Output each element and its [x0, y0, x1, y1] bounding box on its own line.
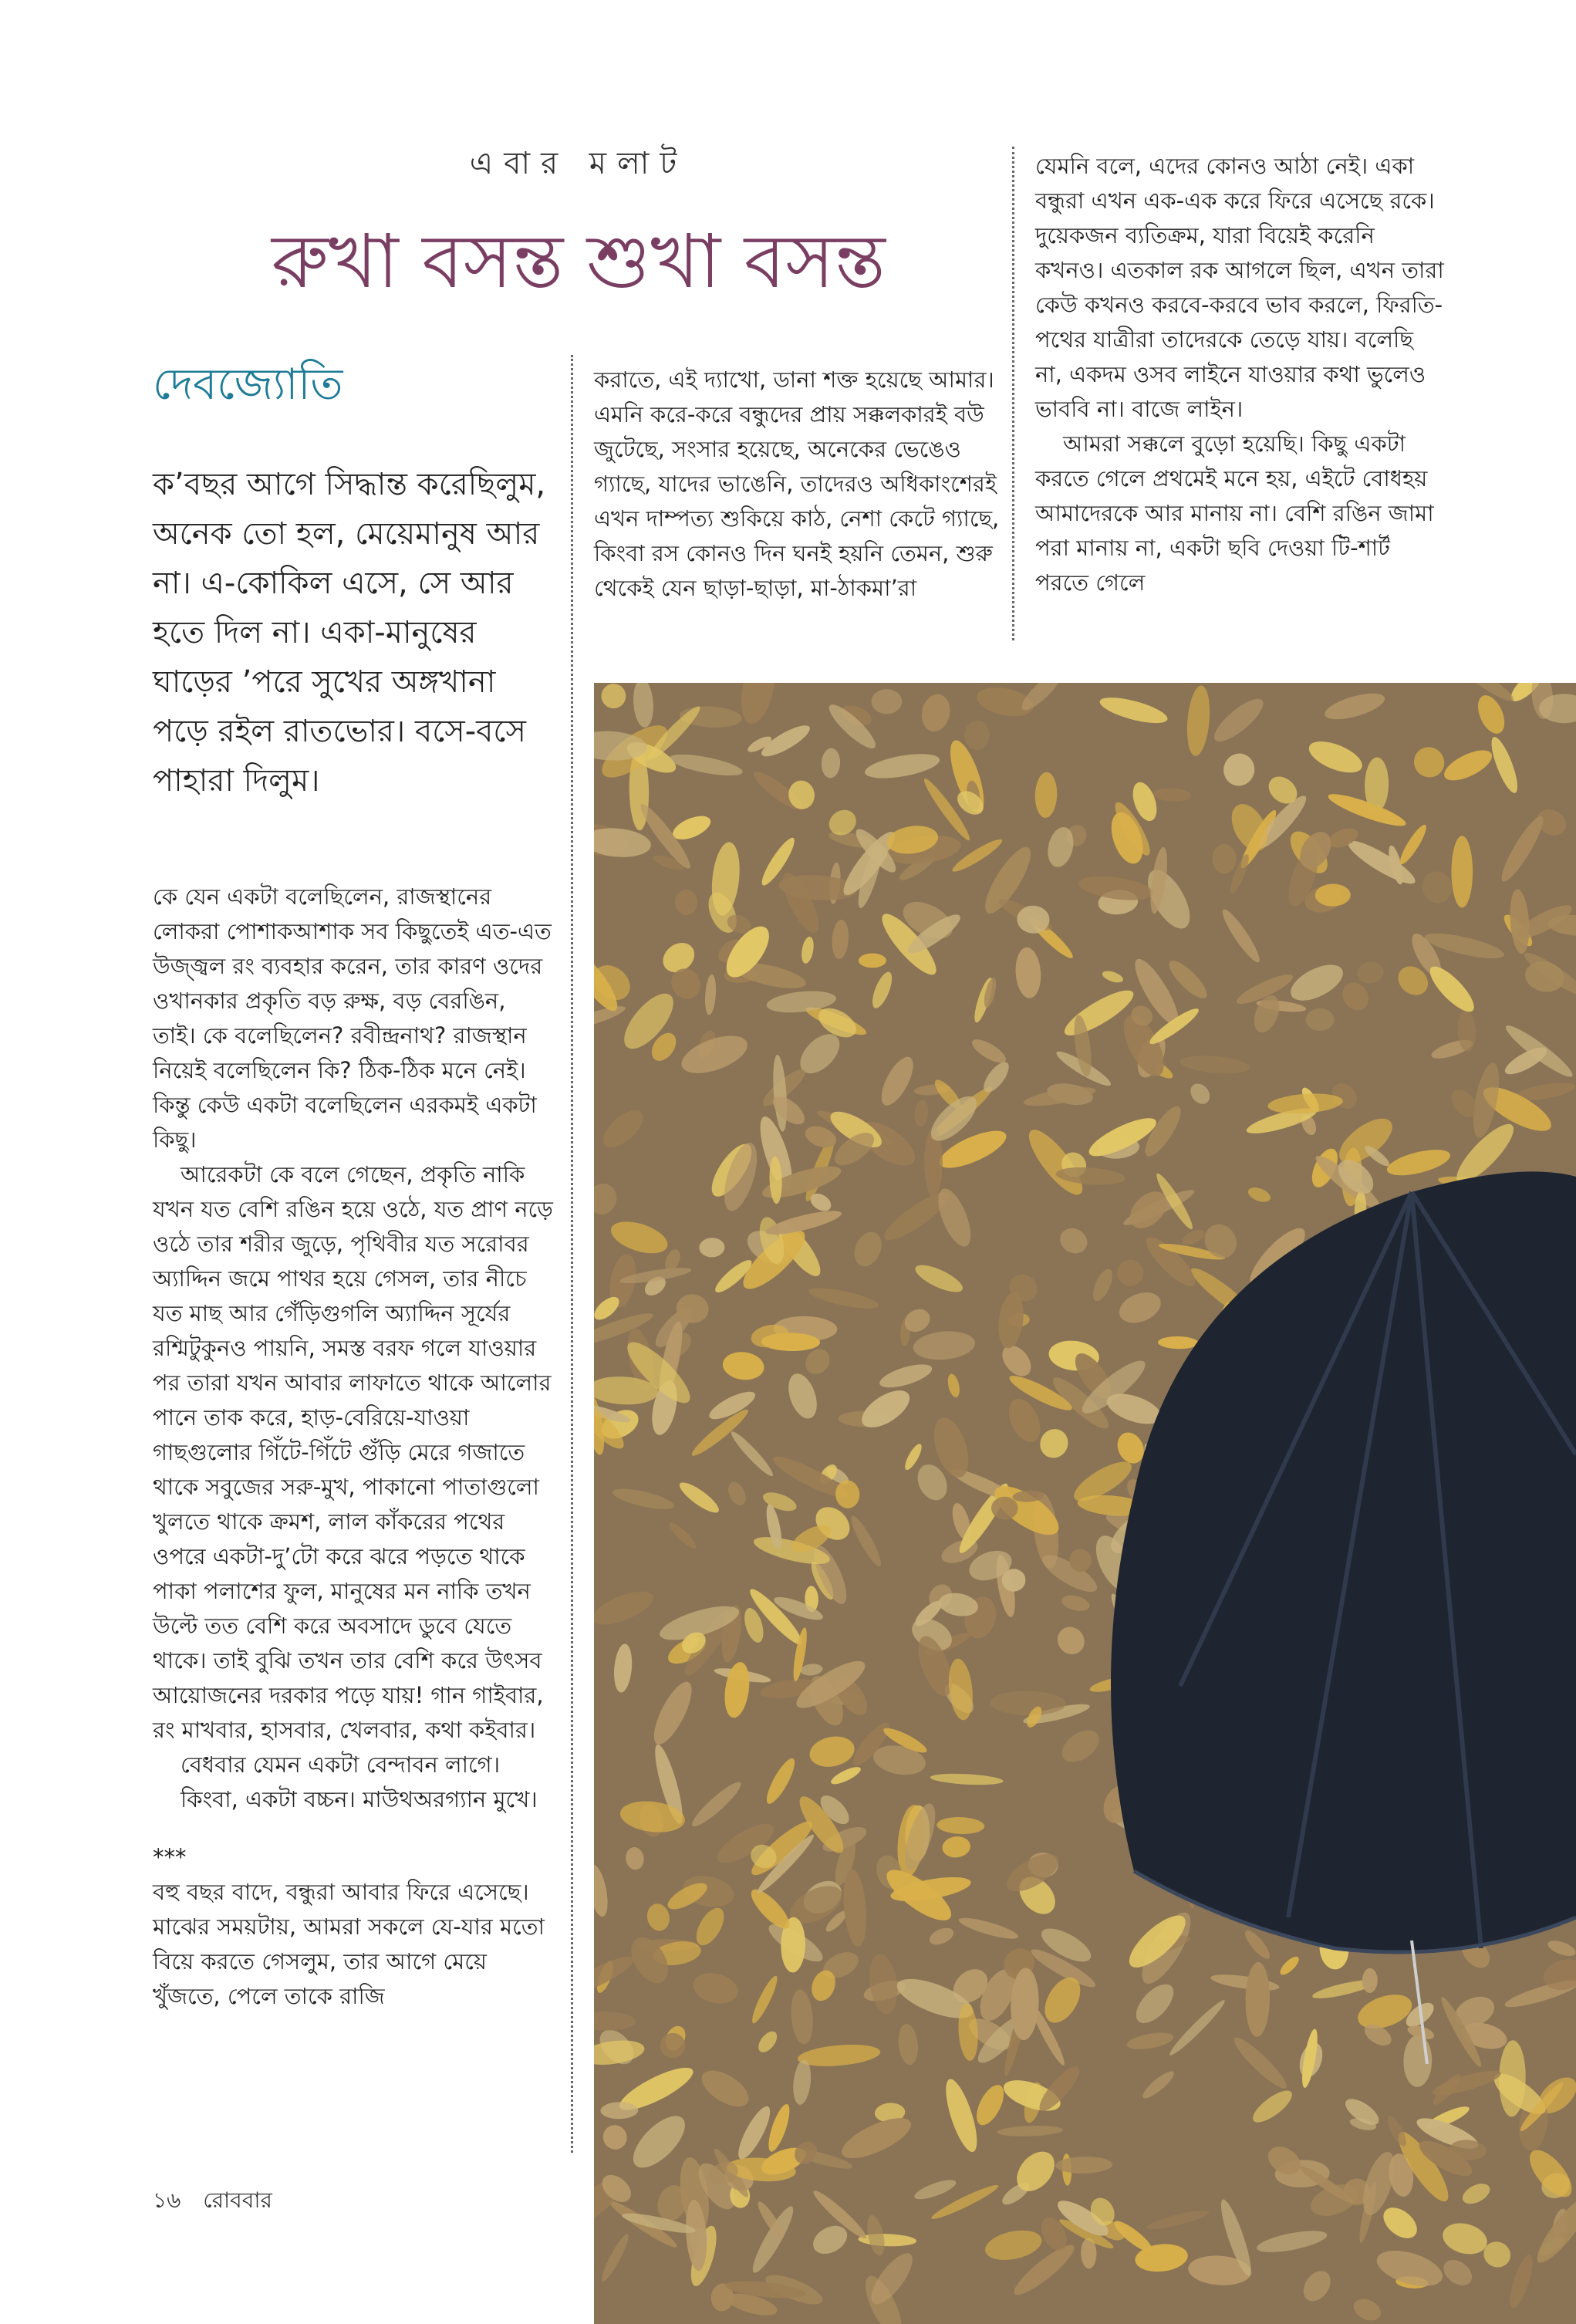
article-photo: [594, 683, 1576, 2324]
leaf: [859, 954, 886, 968]
paragraph: যেমনি বলে, এদের কোনও আঠা নেই। একা বন্ধুরা এখন এক-এক করে ফিরে এসেছে রকে। দুয়েকজন ব্যতিক্রম, যারা বিয়েই করেনি কখনও। এতকাল রক আগলে ছিল, এখন তারা কেউ কখনও করবে-করবে ভাব করলে, ফিরতি-পথের যাত্রীরা তাদেরকে তেড়ে যায়। বলেছি না, একদম ওসব লাইনে যাওয়ার কথা ভুলেও ভাববি না। বাজে লাইন।: [1035, 153, 1444, 422]
text-column-2: [594, 363, 1003, 606]
article-title: রুখা বসন্ত শুখা বসন্ত: [272, 218, 886, 305]
paragraph: করাতে, এই দ্যাখো, ডানা শক্ত হয়েছে আমার। এমনি করে-করে বন্ধুদের প্রায় সক্কলকারই বউ জুটেছে, সংসার হয়েছে, অনেকের ভেঙেও গ্যাছে, যাদের ভাঙেনি, তাদেরও অধিকাংশেরই এখন দাম্পত্য শুকিয়ে কাঠ, নেশা কেটে গ্যাছে, কিংবা রস কোনও দিন ঘনই হয়নি তেমন, শুরু থেকেই যেন ছাড়া-ছাড়া, মা-ঠাকমা’রা: [594, 367, 1000, 601]
column-divider: [1012, 147, 1014, 640]
paragraph: আরেকটা কে বলে গেছেন, প্রকৃতি নাকি যখন যত বেশি রঙিন হয়ে ওঠে, যত প্রাণ নড়ে ওঠে তার শরীর জুড়ে, পৃথিবীর যত সরোবর অ্যাদ্দিন জমে পাথর হয়ে গেসল, তার নীচে যত মাছ আর গেঁড়িগুগলি অ্যাদ্দিন সূর্যের রশ্মিটুকুনও পায়নি, সমস্ত বরফ গলে যাওয়ার পর তারা যখন আবার লাফাতে থাকে আলোর পানে তাক করে, হাড়-বেরিয়ে-যাওয়া গাছগুলোর গিঁটে-গিঁটে গুঁড়ি মেরে গজাতে থাকে সবুজের সরু-মুখ, পাকানো পাতাগুলো খুলতে থাকে ক্রমশ, লাল কাঁকরের পথের ওপরে একটা-দু’টো করে ঝরে পড়তে থাকে পাকা পলাশের ফুল, মানুষের মন নাকি তখন উল্টে তত বেশি করে অবসাদে ডুবে যেতে থাকে। তাই বুঝি তখন তার বেশি করে উৎসব আয়োজনের দরকার পড়ে যায়! গান গাইবার, রং মাখবার, হাসবার, খেলবার, কথা কইবার।: [153, 1161, 553, 1743]
author-byline: দেবজ্যোতি: [153, 360, 343, 410]
leaf: [991, 1497, 1018, 1520]
intro-paragraph: ক’বছর আগে সিদ্ধান্ত করেছিলুম, অনেক তো হল, মেয়েমানুষ আর না। এ-কোকিল এসে, সে আর হতে দিল না। একা-মানুষের ঘাড়ের ’পরে সুখের অঙ্গখানা পড়ে রইল রাতভোর। বসে-বসে পাহারা দিলুম।: [153, 467, 546, 799]
paragraph: বহু বছর বাদে, বন্ধুরা আবার ফিরে এসেছে। মাঝের সময়টায়, আমরা সকলে যে-যার মতো বিয়ে করতে গেসলুম, তার আগে মেয়ে খুঁজতে, পেলে তাকে রাজি: [153, 1879, 545, 2009]
column-divider: [571, 355, 573, 2153]
section-break: ***: [153, 1844, 187, 1870]
text-column-3: [1035, 149, 1444, 600]
leaf: [1452, 836, 1473, 907]
paragraph: কিংবা, একটা বচ্চন। মাউথঅরগ্যান মুখে।: [181, 1786, 538, 1812]
page-footer: [153, 2184, 288, 2220]
paragraph: কে যেন একটা বলেছিলেন, রাজস্থানের লোকরা পোশাকআশাক সব কিছুতেই এত-এত উজ্জ্বল রং ব্যবহার করেন, তার কারণ ওদের ওখানকার প্রকৃতি বড় রুক্ষ, বড় বেরঙিন, তাই। কে বলেছিলেন? রবীন্দ্রনাথ? রাজস্থান নিয়েই বলেছিলেন কি? ঠিক-ঠিক মনে নেই। কিন্তু কেউ একটা বলেছিলেন এরকমই একটা কিছু।: [153, 883, 552, 1153]
paragraph: আমরা সক্কলে বুড়ো হয়েছি। কিছু একটা করতে গেলে প্রথমেই মনে হয়, এইটে বোধহয় আমাদেরকে আর মানায় না। বেশি রঙিন জামা পরা মানায় না, একটা ছবি দেওয়া টি-শার্ট পরতে গেলে: [1035, 431, 1434, 596]
umbrella-on-leaves-image: [594, 683, 1576, 2324]
section-kicker: এবার মলাট: [469, 146, 688, 181]
text-column-1: [153, 880, 554, 2014]
paragraph: বেধবার যেমন একটা বেন্দাবন লাগে।: [181, 1751, 501, 1778]
leaf: [872, 689, 903, 714]
page-number: ১৬: [153, 2187, 181, 2213]
magazine-name: রোববার: [203, 2187, 272, 2213]
